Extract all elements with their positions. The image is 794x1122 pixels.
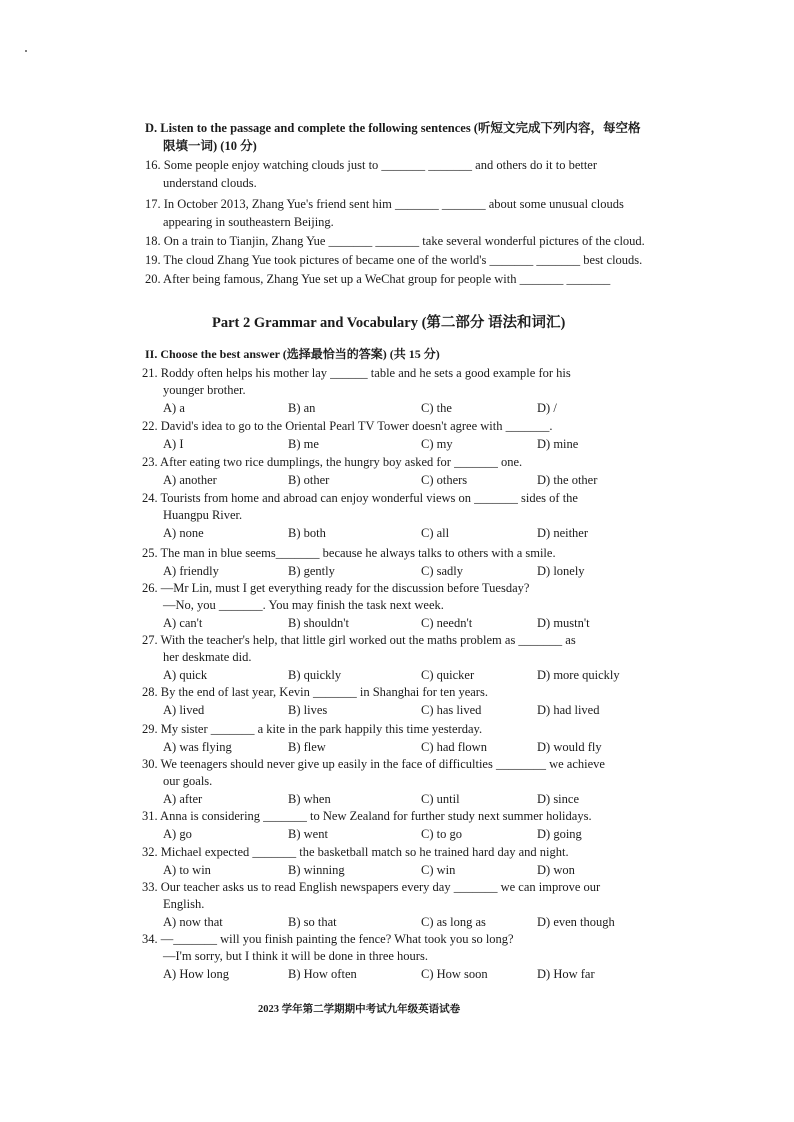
question-24-option-d: D) neither [537,526,589,540]
question-30-option-a: A) after [163,792,203,806]
question-31-stem-line1: 31. Anna is considering _______ to New Zealand for further study next summer holidays. [142,809,592,823]
question-26-option-b: B) shouldn't [288,616,349,630]
item-20-line1: 20. After being famous, Zhang Yue set up a WeChat group for people with _______ _______ [145,272,611,286]
question-30-option-b: B) when [288,792,331,806]
question-32-stem-line1: 32. Michael expected _______ the basketball match so he trained hard day and night. [142,845,569,859]
question-30-stem-line2: our goals. [163,774,213,788]
section-d-heading-line1: D. Listen to the passage and complete the following sentences (听短文完成下列内容，每空格 [145,121,641,135]
item-17-line1: 17. In October 2013, Zhang Yue's friend sent him _______ _______ about some unusual clouds [145,197,624,211]
section-d-heading-line2: 限填一词) (10 分) [163,139,257,153]
question-31-option-a: A) go [163,827,192,841]
question-30-option-d: D) since [537,792,579,806]
question-28-option-a: A) lived [163,703,205,717]
item-19-line1: 19. The cloud Zhang Yue took pictures of became one of the world's _______ _______ best clouds. [145,253,643,267]
question-23-stem-line1: 23. After eating two rice dumplings, the hungry boy asked for _______ one. [142,455,523,469]
question-33-stem-line1: 33. Our teacher asks us to read English newspapers every day _______ we can improve our [142,880,601,894]
question-33-option-c: C) as long as [421,915,486,929]
question-25-option-d: D) lonely [537,564,585,578]
question-22-option-a: A) I [163,437,184,451]
question-21-option-b: B) an [288,401,316,415]
question-32-option-d: D) won [537,863,575,877]
question-29-option-a: A) was flying [163,740,232,754]
part2-title: Part 2 Grammar and Vocabulary (第二部分 语法和词汇) [212,315,566,331]
question-22-stem-line1: 22. David's idea to go to the Oriental Pearl TV Tower doesn't agree with _______. [142,419,553,433]
question-27-stem-line1: 27. With the teacher's help, that little girl worked out the maths problem as _______ as [142,633,576,647]
question-29-option-b: B) flew [288,740,326,754]
question-24-option-a: A) none [163,526,204,540]
question-31-option-b: B) went [288,827,328,841]
question-26-option-c: C) needn't [421,616,473,630]
scan-speck [25,50,27,52]
question-26-option-d: D) mustn't [537,616,590,630]
question-34-option-b: B) How often [288,967,357,981]
question-27-stem-line2: her deskmate did. [163,650,252,664]
question-21-option-a: A) a [163,401,185,415]
question-34-option-a: A) How long [163,967,229,981]
question-27-option-c: C) quicker [421,668,475,682]
question-32-option-c: C) win [421,863,456,877]
section-ii-heading: II. Choose the best answer (选择最恰当的答案) (共 15 分) [145,347,440,361]
question-33-option-b: B) so that [288,915,337,929]
question-26-stem-line1: 26. —Mr Lin, must I get everything ready for the discussion before Tuesday? [142,581,530,595]
question-21-stem-line2: younger brother. [163,383,246,397]
question-26-option-a: A) can't [163,616,203,630]
question-22-option-b: B) me [288,437,319,451]
question-34-stem-line2: —I'm sorry, but I think it will be done in three hours. [163,949,428,963]
page-footer: 2023 学年第二学期期中考试九年级英语试卷 [258,1004,461,1015]
question-23-option-b: B) other [288,473,330,487]
question-23-option-d: D) the other [537,473,598,487]
question-29-stem-line1: 29. My sister _______ a kite in the park happily this time yesterday. [142,722,483,736]
question-23-option-c: C) others [421,473,468,487]
question-29-option-d: D) would fly [537,740,602,754]
item-18-line1: 18. On a train to Tianjin, Zhang Yue _______ _______ take several wonderful pictures of the cloud. [145,234,645,248]
question-28-option-d: D) had lived [537,703,600,717]
question-25-option-b: B) gently [288,564,335,578]
item-17-line2: appearing in southeastern Beijing. [163,215,334,229]
question-24-stem-line1: 24. Tourists from home and abroad can enjoy wonderful views on _______ sides of the [142,491,578,505]
question-21-option-c: C) the [421,401,452,415]
item-16-line1: 16. Some people enjoy watching clouds just to _______ _______ and others do it to better [145,158,598,172]
question-22-option-c: C) my [421,437,453,451]
question-34-option-c: C) How soon [421,967,488,981]
question-25-stem-line1: 25. The man in blue seems_______ because he always talks to others with a smile. [142,546,556,560]
question-21-stem-line1: 21. Roddy often helps his mother lay ______ table and he sets a good example for his [142,366,571,380]
question-28-stem-line1: 28. By the end of last year, Kevin _______ in Shanghai for ten years. [142,685,488,699]
question-30-option-c: C) until [421,792,460,806]
question-34-option-d: D) How far [537,967,595,981]
question-29-option-c: C) had flown [421,740,487,754]
question-30-stem-line1: 30. We teenagers should never give up easily in the face of difficulties ________ we achieve [142,757,605,771]
question-32-option-a: A) to win [163,863,211,877]
question-32-option-b: B) winning [288,863,345,877]
question-33-option-a: A) now that [163,915,223,929]
question-34-stem-line1: 34. —_______ will you finish painting the fence? What took you so long? [142,932,514,946]
question-24-stem-line2: Huangpu River. [163,508,243,522]
question-27-option-a: A) quick [163,668,208,682]
question-25-option-a: A) friendly [163,564,219,578]
question-33-option-d: D) even though [537,915,615,929]
question-27-option-b: B) quickly [288,668,342,682]
question-31-option-c: C) to go [421,827,462,841]
question-24-option-c: C) all [421,526,450,540]
question-28-option-b: B) lives [288,703,328,717]
question-28-option-c: C) has lived [421,703,482,717]
question-23-option-a: A) another [163,473,217,487]
item-16-line2: understand clouds. [163,176,257,190]
question-26-stem-line2: —No, you _______. You may finish the task next week. [163,598,444,612]
question-24-option-b: B) both [288,526,326,540]
question-27-option-d: D) more quickly [537,668,620,682]
question-22-option-d: D) mine [537,437,579,451]
question-31-option-d: D) going [537,827,582,841]
question-21-option-d: D) / [537,401,557,415]
question-33-stem-line2: English. [163,897,205,911]
question-25-option-c: C) sadly [421,564,464,578]
